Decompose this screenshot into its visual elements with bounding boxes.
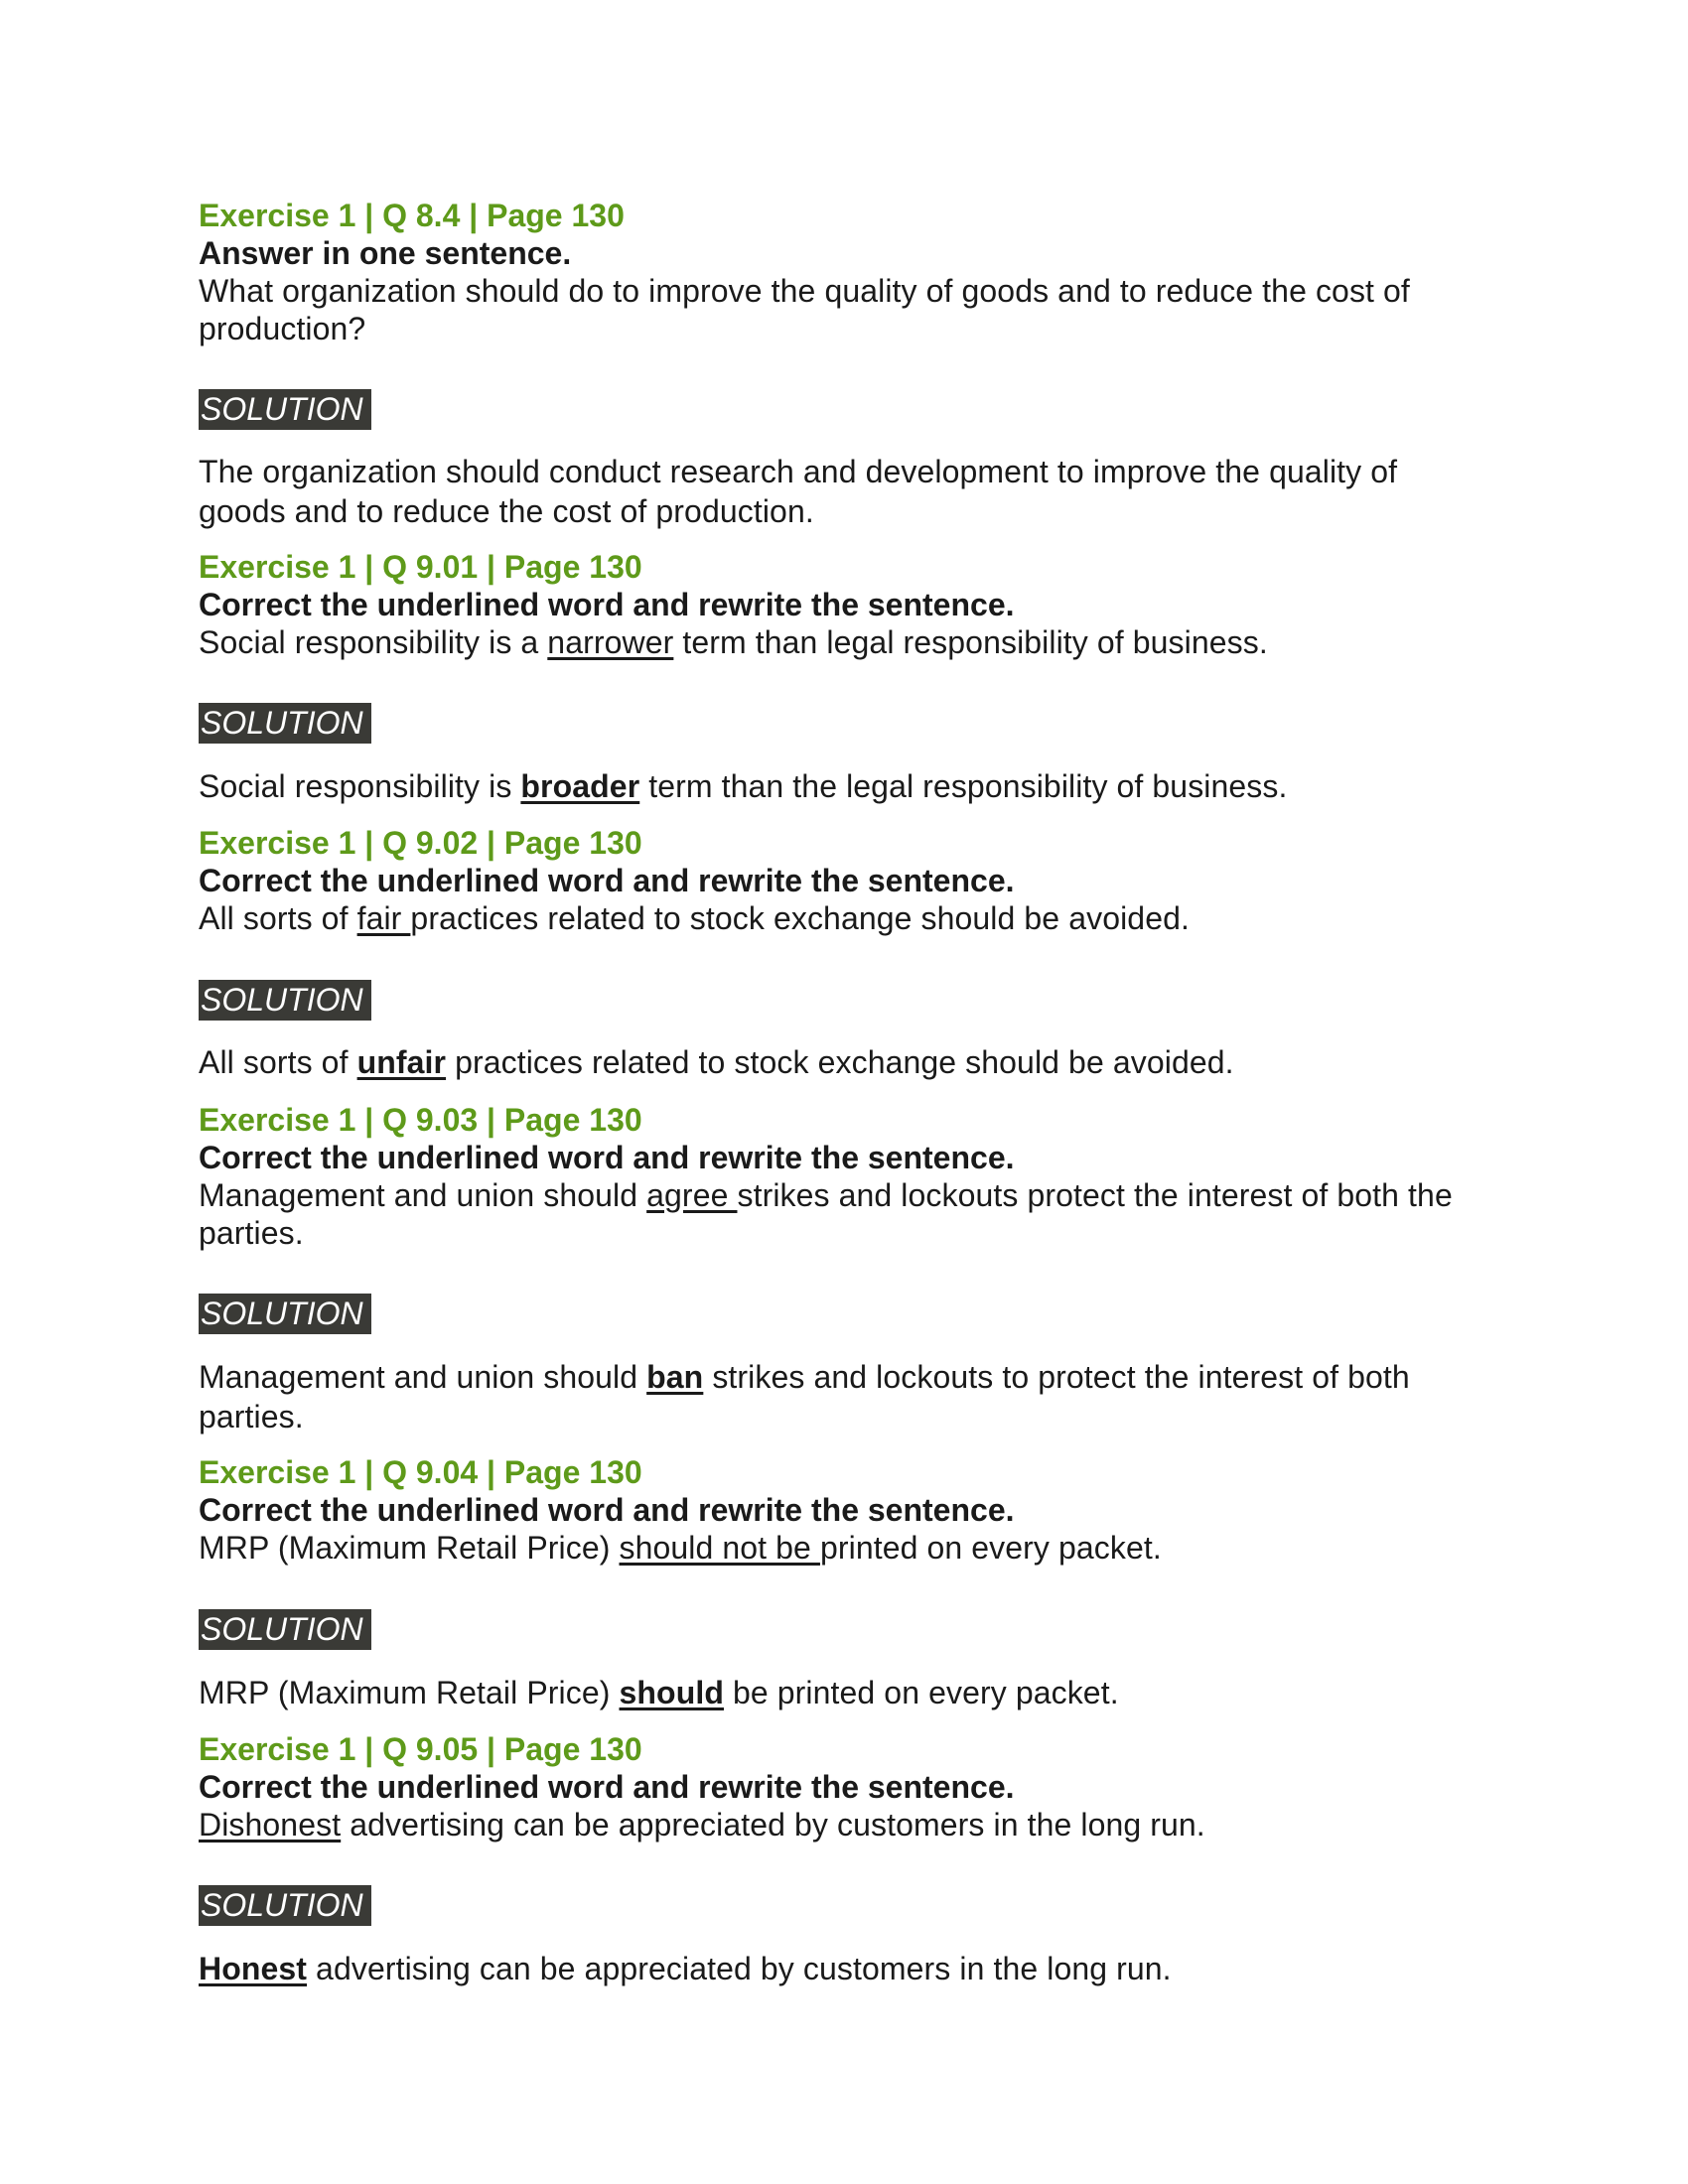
answer-text-after: be printed on every packet. — [723, 1675, 1119, 1710]
exercise-heading: Exercise 1 | Q 9.02 | Page 130 — [199, 825, 642, 861]
exercise-heading: Exercise 1 | Q 9.05 | Page 130 — [199, 1731, 642, 1767]
question-text — [199, 1806, 1489, 1843]
question-text-before: What organization should do to improve the quality of goods and to reduce the cost of production? — [199, 273, 1410, 346]
solution-label: SOLUTION — [199, 703, 371, 744]
solution-answer — [199, 1673, 1489, 1712]
question-text-after: strikes and lockouts protect the interest of both the parties. — [199, 1177, 1453, 1251]
underlined-word: narrower — [547, 624, 674, 660]
question-text-before: MRP (Maximum Retail Price) — [199, 1530, 620, 1566]
answer-text — [199, 452, 1489, 531]
instruction-text: Correct the underlined word and rewrite the sentence. — [199, 1769, 1015, 1805]
answer-text-after: term than the legal responsibility of business. — [639, 768, 1288, 804]
question-text-before: Management and union should — [199, 1177, 647, 1213]
corrected-word: broader — [520, 768, 640, 804]
question-text-after: printed on every packet. — [819, 1530, 1162, 1566]
solution-answer — [199, 1042, 1489, 1082]
question-text — [199, 623, 1489, 661]
answer-text-before: MRP (Maximum Retail Price) — [199, 1675, 620, 1710]
solution-label: SOLUTION — [199, 1294, 371, 1334]
answer-text-after: advertising can be appreciated by customers in the long run. — [307, 1951, 1172, 1986]
exercise-heading: Exercise 1 | Q 8.4 | Page 130 — [199, 198, 625, 233]
instruction-text: Correct the underlined word and rewrite the sentence. — [199, 587, 1015, 622]
solution-label: SOLUTION — [199, 1609, 371, 1650]
instruction-text: Answer in one sentence. — [199, 235, 572, 271]
exercise-item — [199, 824, 1489, 937]
exercise-heading: Exercise 1 | Q 9.01 | Page 130 — [199, 549, 642, 585]
answer-text-after: strikes and lockouts to protect the interest of both parties. — [199, 1359, 1410, 1434]
underlined-word: agree — [646, 1177, 738, 1213]
answer-text-before: Management and union should — [199, 1359, 647, 1395]
solution-answer — [199, 766, 1489, 806]
question-text-after: practices related to stock exchange should be avoided. — [410, 900, 1190, 936]
question-text-after: term than legal responsibility of business. — [673, 624, 1268, 660]
corrected-word: unfair — [356, 1044, 447, 1080]
corrected-word: should — [619, 1675, 724, 1710]
question-text-before: Social responsibility is a — [199, 624, 548, 660]
exercise-item — [199, 1101, 1489, 1252]
exercise-heading: Exercise 1 | Q 9.04 | Page 130 — [199, 1454, 642, 1490]
solution-answer — [199, 1357, 1489, 1436]
exercise-item — [199, 1453, 1489, 1567]
answer-text — [199, 1357, 1489, 1436]
question-text — [199, 272, 1489, 347]
instruction-text: Correct the underlined word and rewrite the sentence. — [199, 863, 1015, 898]
exercise-item — [199, 1730, 1489, 1843]
exercise-item — [199, 197, 1489, 347]
instruction-text: Correct the underlined word and rewrite the sentence. — [199, 1140, 1015, 1175]
answer-text — [199, 1673, 1489, 1712]
solution-label: SOLUTION — [199, 389, 371, 430]
answer-text-before: The organization should conduct research and development to improve the quality of goods and to reduce the cost of production. — [199, 454, 1398, 529]
answer-text — [199, 1949, 1489, 1988]
underlined-word: fair — [356, 900, 411, 936]
question-text-before: All sorts of — [199, 900, 357, 936]
question-text-after: advertising can be appreciated by customers in the long run. — [341, 1807, 1205, 1843]
question-text — [199, 1529, 1489, 1567]
answer-text-before: All sorts of — [199, 1044, 357, 1080]
solution-answer — [199, 452, 1489, 531]
exercise-heading: Exercise 1 | Q 9.03 | Page 130 — [199, 1102, 642, 1138]
solution-label: SOLUTION — [199, 1885, 371, 1926]
answer-text-after: practices related to stock exchange should be avoided. — [446, 1044, 1234, 1080]
answer-text — [199, 766, 1489, 806]
underlined-word: should not be — [619, 1530, 820, 1566]
instruction-text: Correct the underlined word and rewrite the sentence. — [199, 1492, 1015, 1528]
corrected-word: ban — [646, 1359, 704, 1395]
underlined-word: Dishonest — [199, 1807, 342, 1843]
corrected-word: Honest — [199, 1951, 308, 1986]
solution-answer — [199, 1949, 1489, 1988]
question-text — [199, 899, 1489, 937]
answer-text-before: Social responsibility is — [199, 768, 521, 804]
answer-text — [199, 1042, 1489, 1082]
exercise-item — [199, 548, 1489, 661]
question-text — [199, 1176, 1489, 1252]
solution-label: SOLUTION — [199, 980, 371, 1021]
